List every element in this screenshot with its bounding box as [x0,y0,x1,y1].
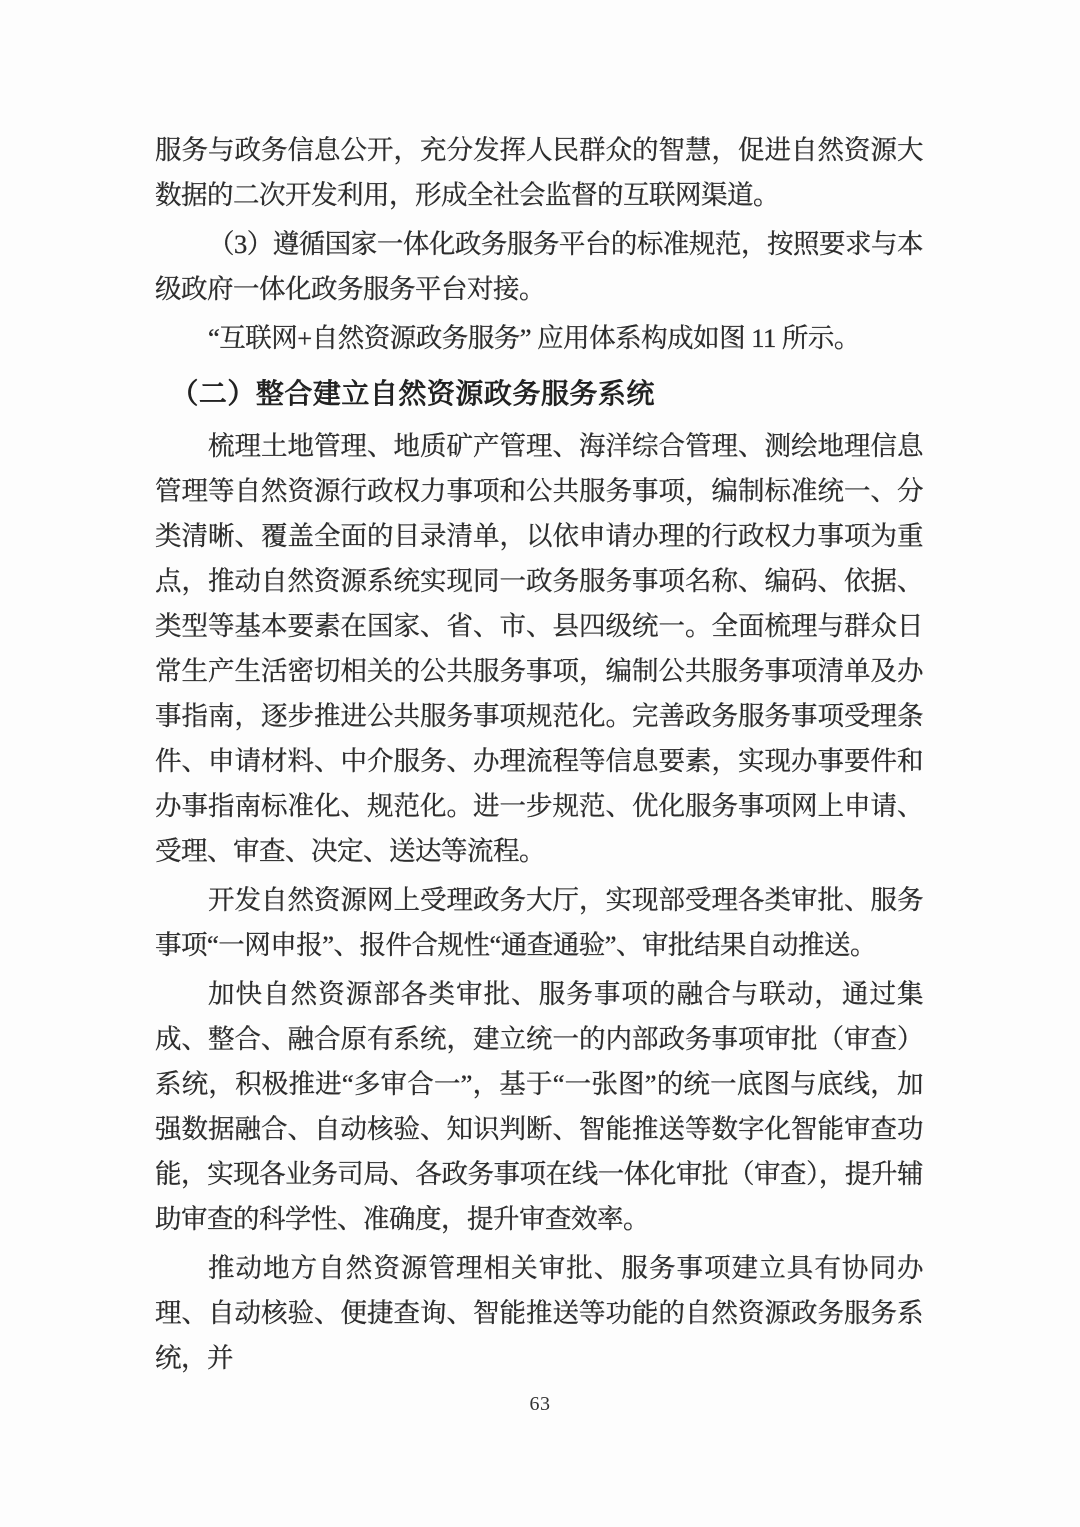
document-content [155,128,923,1385]
paragraph-online-hall: 开发自然资源网上受理政务大厅，实现部受理各类审批、服务事项“一网申报”、报件合规性“通查通验”、审批结果自动推送。 [155,885,923,960]
paragraph-service-items: 梳理土地管理、地质矿产管理、海洋综合管理、测绘地理信息管理等自然资源行政权力事项和公共服务事项，编制标准统一、分类清晰、覆盖全面的目录清单，以依申请办理的行政权力事项为重点，推动自然资源系统实现同一政务服务事项名称、编码、依据、类型等基本要素在国家、省、市、县四级统一。全面梳理与群众日常生产生活密切相关的公共服务事项，编制公共服务事项清单及办事指南，逐步推进公共服务事项规范化。完善政务服务事项受理条件、申请材料、中介服务、办理流程等信息要素，实现办事要件和办事指南标准化、规范化。进一步规范、优化服务事项网上申请、受理、审查、决定、送达等流程。 [155,431,923,866]
paragraph-figure-reference: “互联网+自然资源政务服务” 应用体系构成如图 11 所示。 [208,323,860,353]
paragraph-continuation: 服务与政务信息公开，充分发挥人民群众的智慧，促进自然资源大数据的二次开发利用，形成全社会监督的互联网渠道。 [155,135,923,210]
paragraph-approval-integration: 加快自然资源部各类审批、服务事项的融合与联动，通过集成、整合、融合原有系统，建立统一的内部政务事项审批（审查）系统，积极推进“多审合一”，基于“一张图”的统一底图与底线，加强数据融合、自动核验、知识判断、智能推送等数字化智能审查功能，实现各业务司局、各政务事项在线一体化审批（审查），提升辅助审查的科学性、准确度，提升审查效率。 [155,979,923,1234]
section-heading: （二）整合建立自然资源政务服务系统 [170,378,655,409]
paragraph-item-3: （3）遵循国家一体化政务服务平台的标准规范，按照要求与本级政府一体化政务服务平台对接。 [155,229,923,304]
paragraph-local-systems: 推动地方自然资源管理相关审批、服务事项建立具有协同办理、自动核验、便捷查询、智能推送等功能的自然资源政务服务系统，并 [155,1253,923,1373]
page-number: 63 [529,1393,551,1415]
